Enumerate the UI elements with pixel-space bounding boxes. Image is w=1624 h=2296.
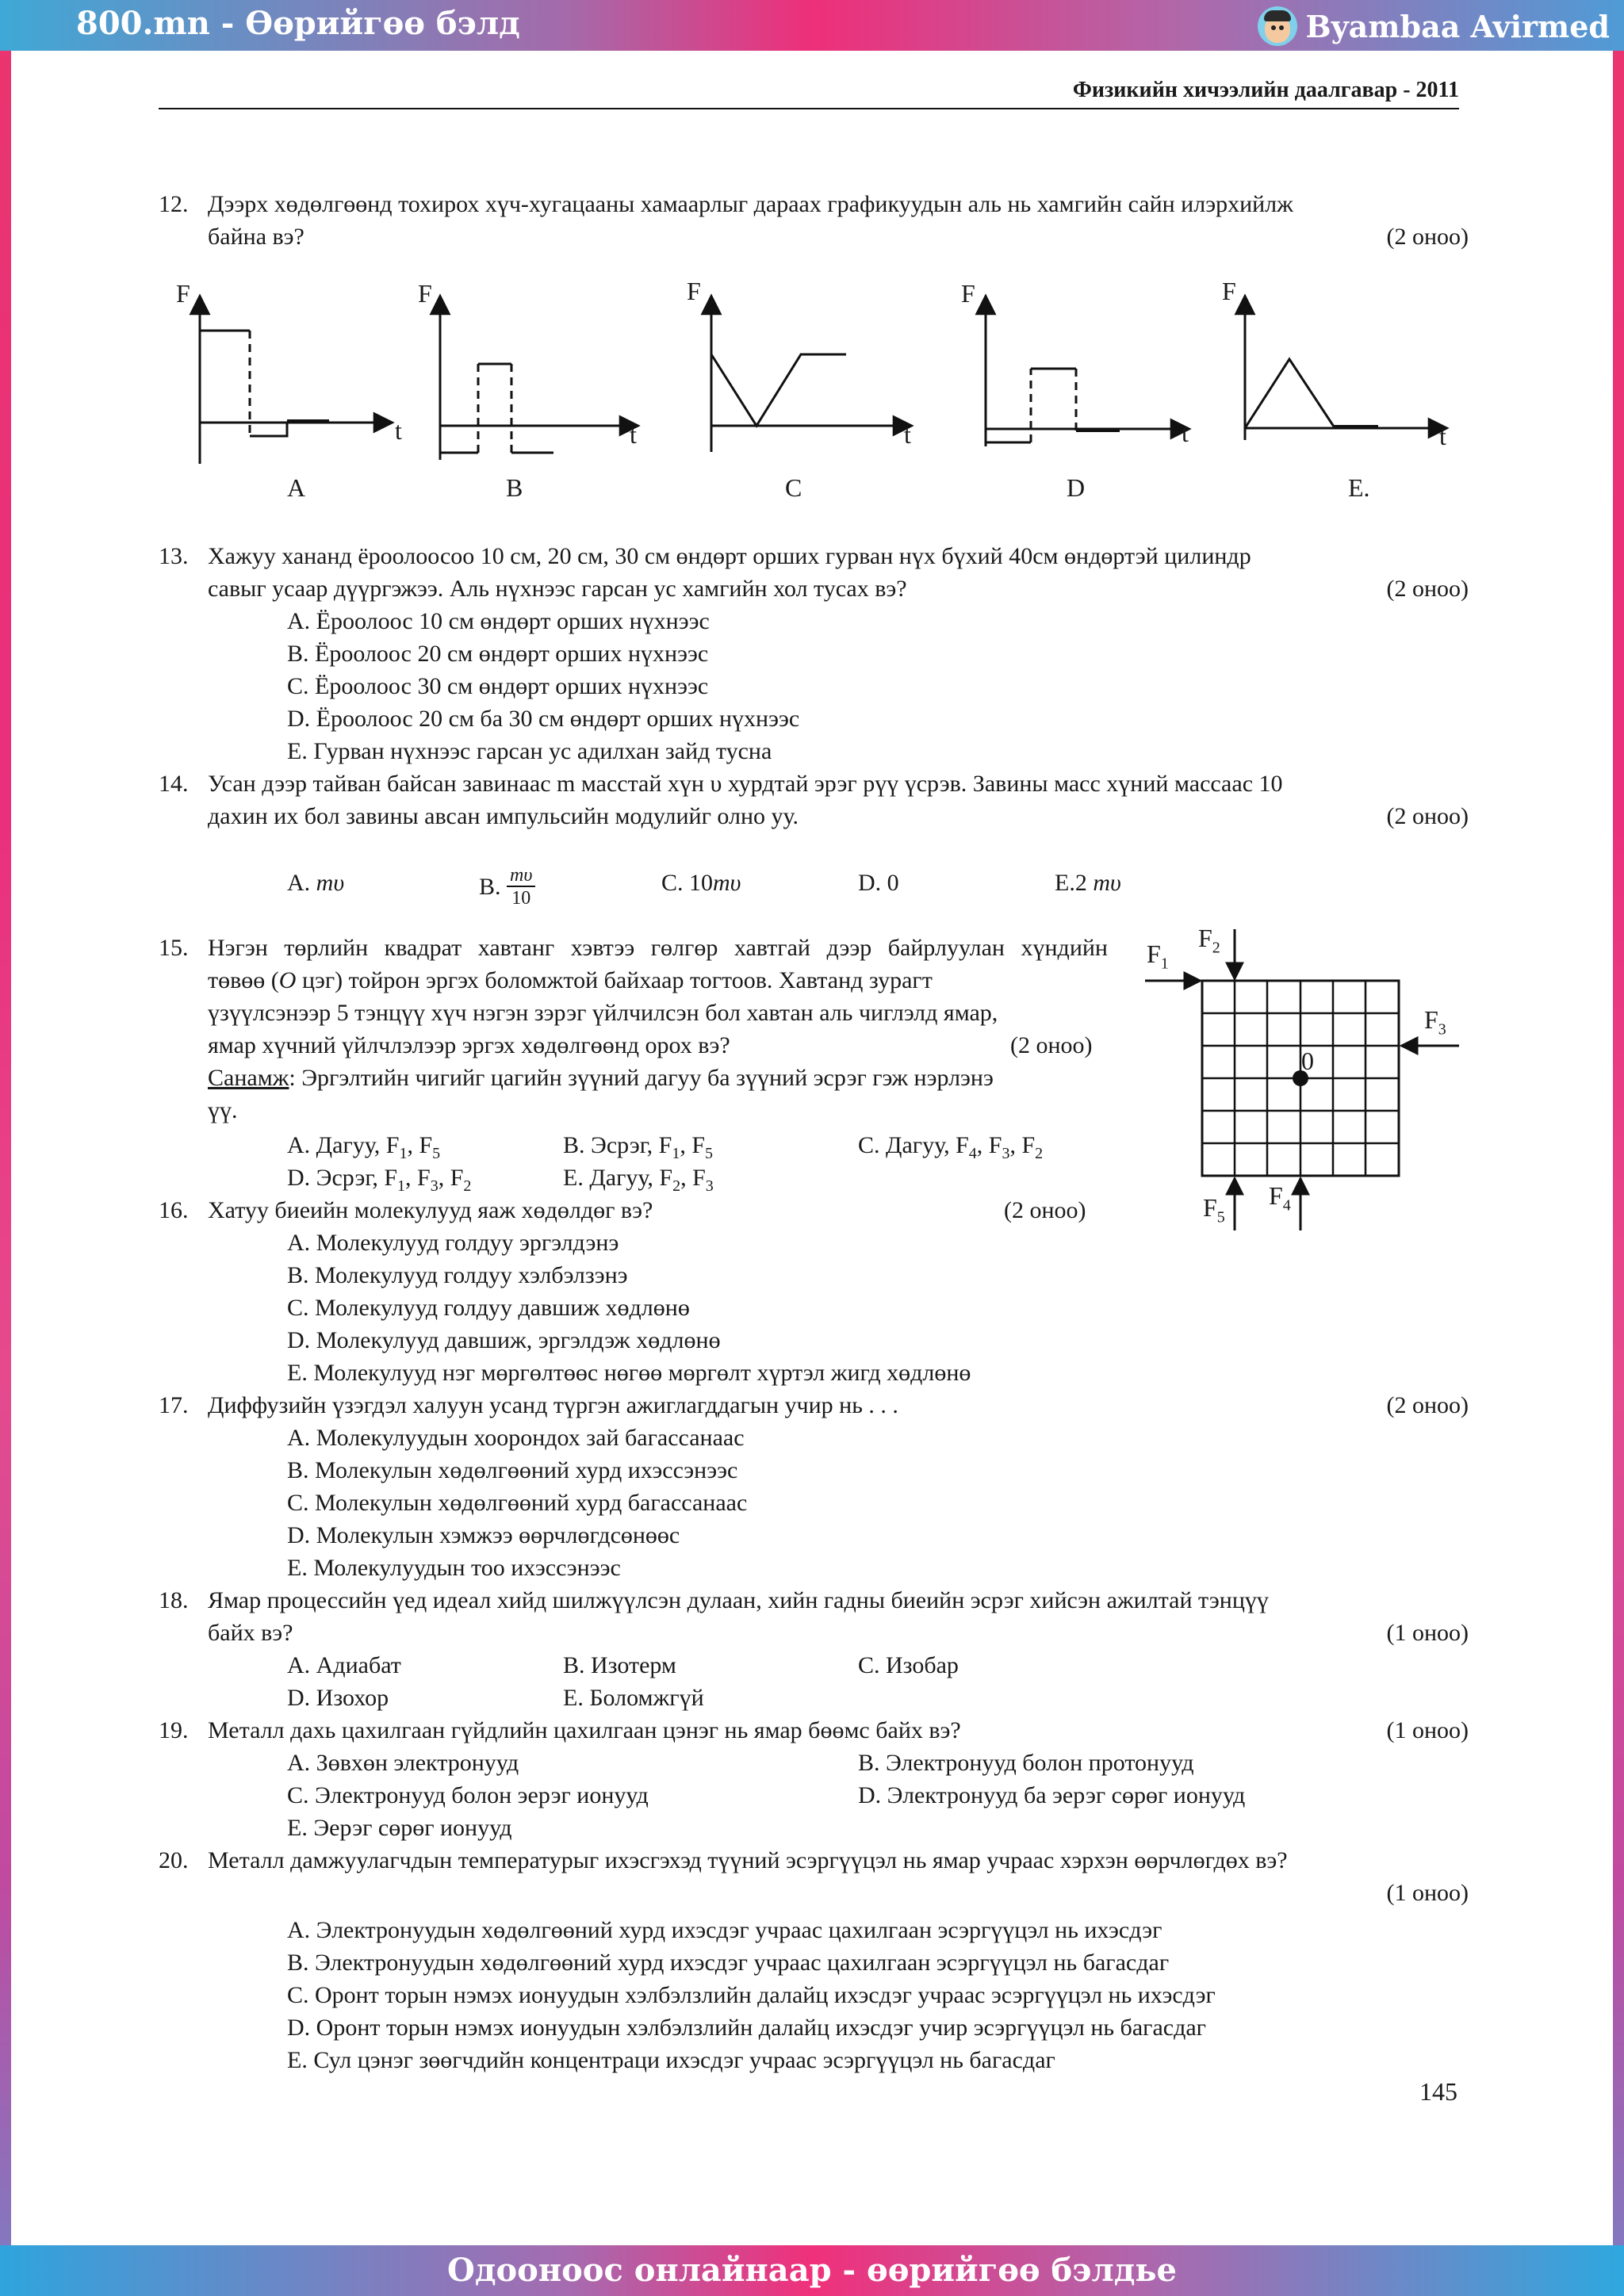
graph-b [440, 296, 638, 460]
q15-option-c[interactable]: C. Дагуу, $F_4$, $F_3$, $F_2$ [858, 1132, 1044, 1162]
force-f5-label: $F_5$ [1203, 1193, 1225, 1226]
q20-option-a[interactable]: A. Электронуудын хөдөлгөөний хурд ихэсдэг учраас цахилгаан эсэргүүцэл нь ихэсдэг [287, 1917, 1162, 1943]
header-rule [159, 108, 1459, 109]
graph-e [1245, 296, 1447, 440]
q20-option-b[interactable]: B. Электронуудын хөдөлгөөний хурд ихэсдэг учраас цахилгаан эсэргүүцэл нь багасдаг [287, 1950, 1170, 1976]
q15-text-line1: Нэгэн төрлийн квадрат хавтанг хэвтээ гөлгөр хавтгай дээр байрлуулан хүндийн [208, 935, 1108, 961]
q19-option-c[interactable]: C. Электронууд болон эерэг ионууд [287, 1782, 649, 1808]
q14-option-d[interactable]: D. 0 [858, 870, 899, 896]
q17-points: (2 оноо) [1386, 1392, 1469, 1418]
graph-b-t-label: t [630, 420, 637, 449]
q15-text-line3: үзүүлсэнээр 5 тэнцүү хүч нэгэн зэрэг үйлчилсэн бол хавтан аль чиглэлд ямар, [208, 1000, 998, 1026]
q13-option-b[interactable]: B. Ёроолоос 20 см өндөрт орших нүхнээс [287, 641, 709, 667]
q20-points: (1 оноо) [1386, 1880, 1469, 1906]
q15-option-a[interactable]: A. Дагуу, $F_1$, $F_5$ [287, 1132, 441, 1162]
graph-label-b: B [506, 473, 523, 502]
graph-label-a: A [287, 473, 306, 502]
q17-option-b[interactable]: B. Молекулын хөдөлгөөний хурд ихэссэнээс [287, 1457, 738, 1483]
force-f4-label: $F_4$ [1269, 1181, 1291, 1215]
q15-plate-force-diagram [1134, 920, 1467, 1237]
q15-note: Санамж: Эргэлтийн чигийг цагийн зүүний дагуу ба зүүний эсрэг гэж нэрлэнэ [208, 1065, 994, 1091]
q16-option-a[interactable]: A. Молекулууд голдуу эргэлдэнэ [287, 1230, 619, 1256]
author-name: Byambaa Avirmed [1305, 8, 1610, 44]
q17-option-e[interactable]: E. Молекулуудын тоо ихэссэнээс [287, 1555, 621, 1581]
q20-option-e[interactable]: E. Сул цэнэг зөөгчдийн концентраци ихэсдэг учраас эсэргүүцэл нь багасдаг [287, 2047, 1055, 2073]
graph-c-t-label: t [904, 420, 911, 449]
q13-text-line2: савыг усаар дүүргэжээ. Аль нүхнээс гарсан ус хамгийн хол тусах вэ? [208, 576, 907, 602]
force-f2-label: $F_2$ [1198, 924, 1220, 957]
q16-points: (2 оноо) [1004, 1197, 1086, 1223]
q14-option-b-fraction: $\frac{m\upsilon}{10}$ [507, 865, 535, 909]
graph-a [200, 296, 393, 464]
q13-text-line1: Хажуу хананд ёроолоосоо 10 см, 20 см, 30 см өндөрт орших гурван нүх бүхий 40см өндөртэй цилиндр [208, 543, 1251, 569]
q13-option-a[interactable]: A. Ёроолоос 10 см өндөрт орших нүхнээс [287, 608, 710, 634]
q18-option-a[interactable]: A. Адиабат [287, 1652, 401, 1678]
graph-label-d: D [1067, 473, 1086, 502]
q15-points: (2 оноо) [1010, 1032, 1093, 1058]
q19-option-e[interactable]: E. Эерэг сөрөг ионууд [287, 1815, 512, 1841]
top-banner [0, 0, 1624, 51]
q20-option-d[interactable]: D. Оронт торын нэмэх ионуудын хэлбэлзлийн далайц ихэсдэг учир эсэргүүцэл нь багасдаг [287, 2015, 1206, 2041]
q20-text: Металл дамжуулагчдын температурыг ихэсгэхэд түүний эсэргүүцэл нь ямар учраас хэрхэн өөрчлөгдөх вэ? [208, 1847, 1288, 1873]
site-title[interactable]: 800.mn - Өөрийгөө бэлд [76, 5, 520, 42]
q19-option-d[interactable]: D. Электронууд ба эерэг сөрөг ионууд [858, 1782, 1246, 1808]
page-header-title: Физикийн хичээлийн даалгавар - 2011 [1072, 78, 1459, 102]
q17-option-d[interactable]: D. Молекулын хэмжээ өөрчлөгдсөнөөс [287, 1522, 680, 1548]
q15-option-e[interactable]: E. Дагуу, $F_2$, $F_3$ [563, 1165, 714, 1195]
q12-text-line1: Дээрх хөдөлгөөнд тохирох хүч-хугацааны хамаарлыг дараах графикуудын аль нь хамгийн сайн илэрхийлж [208, 191, 1293, 217]
q18-option-e[interactable]: E. Боломжгүй [563, 1685, 704, 1711]
question-number-17: 17. [159, 1392, 189, 1418]
q14-text-line2: дахин их бол завины авсан импульсийн модулийг олно уу. [208, 803, 799, 829]
q15-option-d[interactable]: D. Эсрэг, $F_1$, $F_3$, $F_2$ [287, 1165, 472, 1195]
q15-text-line2: төвөө (O цэг) тойрон эргэх боломжтой байхаар тогтоов. Хавтанд зурагт [208, 967, 933, 993]
q14-option-e[interactable]: E.2 mυ [1055, 870, 1121, 896]
avatar-icon [1258, 6, 1297, 46]
graph-a-f-label: F [176, 279, 190, 308]
q12-points: (2 оноо) [1386, 224, 1469, 250]
graph-d-t-label: t [1182, 419, 1189, 447]
q19-points: (1 оноо) [1386, 1717, 1469, 1743]
q13-option-d[interactable]: D. Ёроолоос 20 см ба 30 см өндөрт орших нүхнээс [287, 706, 800, 732]
q15-option-b[interactable]: B. Эсрэг, $F_1$, $F_5$ [563, 1132, 714, 1162]
graph-label-c: C [785, 473, 802, 502]
q14-option-c[interactable]: C. 10mυ [661, 870, 741, 896]
q16-text: Хатуу биеийн молекулууд яаж хөдөлдөг вэ? [208, 1197, 653, 1223]
q16-option-e[interactable]: E. Молекулууд нэг мөргөлтөөс нөгөө мөргөлт хүртэл жигд хөдлөнө [287, 1360, 971, 1386]
q19-option-b[interactable]: B. Электронууд болон протонууд [858, 1750, 1194, 1776]
graph-c-f-label: F [687, 277, 701, 305]
q13-points: (2 оноо) [1386, 576, 1469, 602]
graph-b-f-label: F [418, 279, 432, 308]
question-number-18: 18. [159, 1587, 189, 1613]
author-badge [1258, 6, 1610, 46]
graph-a-t-label: t [395, 416, 402, 445]
graph-d-f-label: F [961, 279, 975, 308]
graph-c [711, 296, 912, 452]
question-number-19: 19. [159, 1717, 189, 1743]
pivot-label: 0 [1301, 1047, 1314, 1075]
graph-e-t-label: t [1439, 422, 1446, 450]
q14-option-b[interactable]: B. $\frac{m\upsilon}{10}$ [479, 867, 535, 911]
q17-text: Диффузийн үзэгдэл халуун усанд түргэн ажиглагддагын учир нь . . . [208, 1392, 898, 1418]
q14-points: (2 оноо) [1386, 803, 1469, 829]
q16-option-c[interactable]: C. Молекулууд голдуу давшиж хөдлөнө [287, 1295, 690, 1321]
question-number-12: 12. [159, 191, 189, 217]
q13-option-e[interactable]: E. Гурван нүхнээс гарсан ус адилхан зайд тусна [287, 738, 772, 764]
q18-text-line1: Ямар процессийн үед идеал хийд шилжүүлсэн дулаан, хийн гадны биеийн эсрэг хийсэн ажилтай тэнцүү [208, 1587, 1269, 1613]
q16-option-b[interactable]: B. Молекулууд голдуу хэлбэлзэнэ [287, 1262, 628, 1288]
q19-text: Металл дахь цахилгаан гүйдлийн цахилгаан цэнэг нь ямар бөөмс байх вэ? [208, 1717, 961, 1743]
question-number-20: 20. [159, 1847, 189, 1873]
force-f3-label: $F_3$ [1424, 1005, 1446, 1039]
question-number-16: 16. [159, 1197, 189, 1223]
graph-d [986, 296, 1189, 446]
q18-text-line2: байх вэ? [208, 1620, 293, 1646]
q18-option-c[interactable]: C. Изобар [858, 1652, 959, 1678]
q15-text-line4: ямар хүчний үйлчлэлээр эргэх хөдөлгөөнд орох вэ? [208, 1032, 730, 1058]
question-number-14: 14. [159, 771, 189, 797]
q19-option-a[interactable]: A. Зөвхөн электронууд [287, 1750, 519, 1776]
q16-option-d[interactable]: D. Молекулууд давшиж, эргэлдэж хөдлөнө [287, 1327, 721, 1353]
q18-option-b[interactable]: B. Изотерм [563, 1652, 676, 1678]
force-f1-label: $F_1$ [1147, 939, 1169, 973]
q15-note-line2: үү. [208, 1097, 238, 1123]
q18-option-d[interactable]: D. Изохор [287, 1685, 389, 1711]
question-number-13: 13. [159, 543, 189, 569]
q12-text-line2: байна вэ? [208, 224, 304, 250]
graph-e-f-label: F [1222, 277, 1236, 305]
q12-force-time-graphs [159, 274, 1459, 511]
graph-label-e: E. [1348, 473, 1370, 502]
question-number-15: 15. [159, 935, 189, 961]
q14-text-line1: Усан дээр тайван байсан завинаас m масстай хүн υ хурдтай эрэг рүү үсрэв. Завины масс хүний массаас 10 [208, 771, 1283, 797]
q15-note-label: Санамж [208, 1065, 289, 1091]
q14-option-a[interactable]: A. mυ [287, 870, 345, 896]
q13-option-c[interactable]: C. Ёроолоос 30 см өндөрт орших нүхнээс [287, 673, 709, 699]
q17-option-c[interactable]: C. Молекулын хөдөлгөөний хурд багассанаас [287, 1490, 748, 1516]
q17-option-a[interactable]: A. Молекулуудын хоорондох зай багассанаас [287, 1425, 745, 1451]
bottom-slogan[interactable]: Одооноос онлайнаар - өөрийгөө бэлдье [446, 2252, 1178, 2289]
page-number: 145 [1419, 2077, 1457, 2106]
q20-option-c[interactable]: C. Оронт торын нэмэх ионуудын хэлбэлзлийн далайц ихэсдэг учраас эсэргүүцэл нь ихэсдэг [287, 1982, 1216, 2008]
q18-points: (1 оноо) [1386, 1620, 1469, 1646]
bottom-banner [0, 2245, 1624, 2296]
